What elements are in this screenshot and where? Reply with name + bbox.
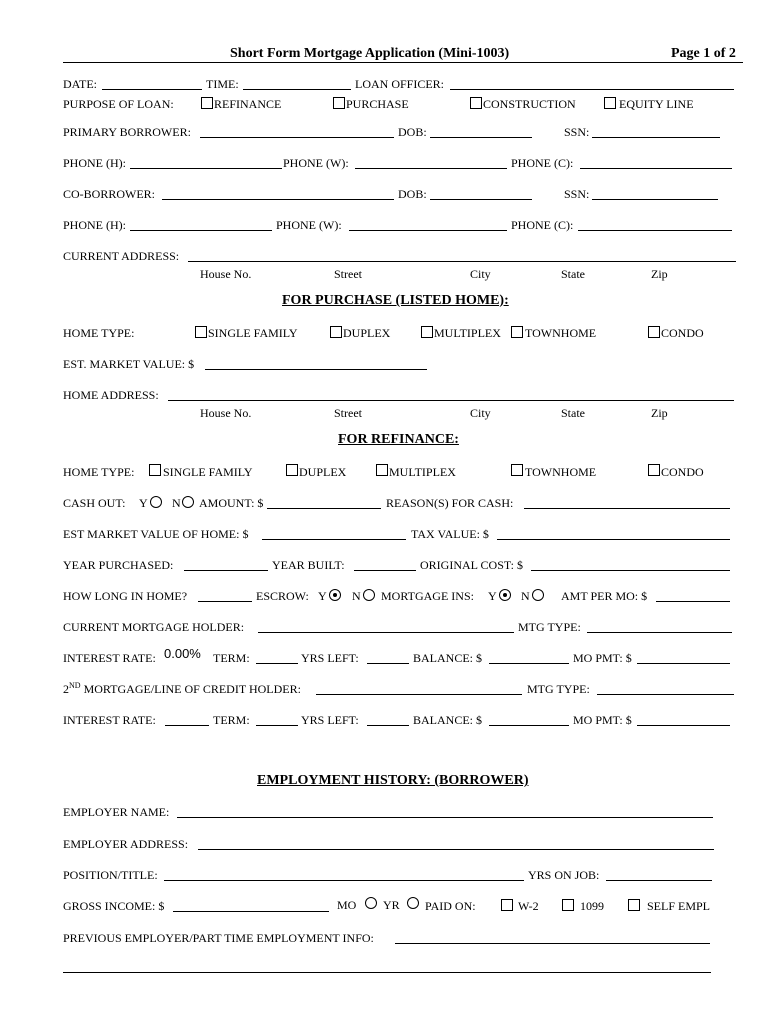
refi-multiplex-label: MULTIPLEX xyxy=(389,465,456,479)
cash-out-y-label: Y xyxy=(139,496,148,510)
position-label: POSITION/TITLE: xyxy=(63,868,158,882)
home-address-field[interactable] xyxy=(168,400,734,401)
term-field[interactable] xyxy=(256,663,298,664)
tax-value-field[interactable] xyxy=(497,539,730,540)
escrow-yes-radio[interactable] xyxy=(329,589,341,601)
cash-out-no-radio[interactable] xyxy=(182,496,194,508)
previous-employer-label: PREVIOUS EMPLOYER/PART TIME EMPLOYMENT INFO: xyxy=(63,931,374,945)
mo-pmt-2-label: MO PMT: $ xyxy=(573,713,632,727)
house-no-caption: House No. xyxy=(200,267,252,281)
employer-address-label: EMPLOYER ADDRESS: xyxy=(63,837,189,851)
phone-w-field[interactable] xyxy=(355,168,507,169)
header-rule xyxy=(63,62,743,63)
mtg-type-field[interactable] xyxy=(587,632,732,633)
how-long-field[interactable] xyxy=(198,601,252,602)
home-street-caption: Street xyxy=(334,406,362,420)
purchase-multiplex-label: MULTIPLEX xyxy=(434,326,501,340)
how-long-label: HOW LONG IN HOME? xyxy=(63,589,188,603)
yrs-left-2-label: YRS LEFT: xyxy=(301,713,359,727)
refi-home-type-label: HOME TYPE: xyxy=(63,465,135,479)
co-ssn-label: SSN: xyxy=(564,187,590,201)
1099-checkbox[interactable] xyxy=(562,899,574,911)
second-mtg-type-label: MTG TYPE: xyxy=(527,682,590,696)
w2-label: W-2 xyxy=(518,899,539,913)
primary-borrower-label: PRIMARY BORROWER: xyxy=(63,125,191,139)
cash-out-n-label: N xyxy=(172,496,181,510)
refi-single-family-checkbox[interactable] xyxy=(149,464,161,476)
est-market-value-field[interactable] xyxy=(205,369,427,370)
home-address-label: HOME ADDRESS: xyxy=(63,388,159,402)
equity-line-checkbox[interactable] xyxy=(604,97,616,109)
refinance-checkbox[interactable] xyxy=(201,97,213,109)
co-dob-field[interactable] xyxy=(430,199,532,200)
self-empl-label: SELF EMPL xyxy=(647,899,711,913)
date-field[interactable] xyxy=(102,89,202,90)
state-caption: State xyxy=(561,267,585,281)
date-label: DATE: xyxy=(63,77,97,91)
home-city-caption: City xyxy=(470,406,491,420)
est-value-home-field[interactable] xyxy=(262,539,406,540)
year-built-field[interactable] xyxy=(354,570,416,571)
ssn-field[interactable] xyxy=(592,137,720,138)
yrs-left-label: YRS LEFT: xyxy=(301,651,359,665)
purchase-single-family-checkbox[interactable] xyxy=(195,326,207,338)
previous-employer-field[interactable] xyxy=(395,943,710,944)
page-number: Page 1 of 2 xyxy=(671,46,736,61)
loan-officer-label: LOAN OFFICER: xyxy=(355,77,445,91)
dob-label: DOB: xyxy=(398,125,427,139)
mortgage-ins-label: MORTGAGE INS: xyxy=(381,589,474,603)
year-purchased-label: YEAR PURCHASED: xyxy=(63,558,174,572)
w2-checkbox[interactable] xyxy=(501,899,513,911)
purchase-condo-checkbox[interactable] xyxy=(648,326,660,338)
original-cost-field[interactable] xyxy=(531,570,730,571)
mortgage-ins-y-label: Y xyxy=(488,589,497,603)
purchase-duplex-checkbox[interactable] xyxy=(330,326,342,338)
refi-single-family-label: SINGLE FAMILY xyxy=(163,465,253,479)
purchase-townhome-checkbox[interactable] xyxy=(511,326,523,338)
co-phone-w-label: PHONE (W): xyxy=(276,218,342,232)
co-phone-w-field[interactable] xyxy=(349,230,507,231)
mortgage-ins-yes-radio[interactable] xyxy=(499,589,511,601)
1099-label: 1099 xyxy=(580,899,604,913)
refi-townhome-label: TOWNHOME xyxy=(525,465,597,479)
construction-label: CONSTRUCTION xyxy=(483,97,576,111)
co-dob-label: DOB: xyxy=(398,187,427,201)
cash-out-yes-radio[interactable] xyxy=(150,496,162,508)
equity-line-label: EQUITY LINE xyxy=(619,97,694,111)
mo-label: MO xyxy=(337,898,357,912)
yrs-on-job-field[interactable] xyxy=(606,880,712,881)
refi-townhome-checkbox[interactable] xyxy=(511,464,523,476)
second-mtg-type-field[interactable] xyxy=(597,694,734,695)
employment-section-title: EMPLOYMENT HISTORY: (BORROWER) xyxy=(257,773,529,788)
amount-label: AMOUNT: $ xyxy=(199,496,264,510)
purpose-label: PURPOSE OF LOAN: xyxy=(63,97,174,111)
purchase-section-title: FOR PURCHASE (LISTED HOME): xyxy=(282,293,509,308)
phone-h-field[interactable] xyxy=(130,168,282,169)
self-empl-checkbox[interactable] xyxy=(628,899,640,911)
city-caption: City xyxy=(470,267,491,281)
form-title: Short Form Mortgage Application (Mini-1003) xyxy=(230,46,510,61)
mo-pmt-field[interactable] xyxy=(637,663,730,664)
balance-2-label: BALANCE: $ xyxy=(413,713,482,727)
co-phone-h-field[interactable] xyxy=(130,230,272,231)
phone-w-label: PHONE (W): xyxy=(283,156,349,170)
mo-radio[interactable] xyxy=(365,897,377,909)
primary-borrower-field[interactable] xyxy=(200,137,394,138)
dob-field[interactable] xyxy=(430,137,532,138)
mortgage-ins-n-label: N xyxy=(521,589,530,603)
est-value-home-label: EST MARKET VALUE OF HOME: $ xyxy=(63,527,249,541)
current-address-field[interactable] xyxy=(188,261,736,262)
balance-2-field[interactable] xyxy=(489,725,569,726)
interest-rate-field[interactable]: 0.00% xyxy=(164,646,201,661)
tax-value-label: TAX VALUE: $ xyxy=(411,527,489,541)
home-state-caption: State xyxy=(561,406,585,420)
purchase-townhome-label: TOWNHOME xyxy=(525,326,597,340)
amt-per-mo-field[interactable] xyxy=(656,601,730,602)
ssn-label: SSN: xyxy=(564,125,590,139)
interest-rate-2-field[interactable] xyxy=(165,725,209,726)
employer-address-field[interactable] xyxy=(198,849,714,850)
yrs-left-2-field[interactable] xyxy=(367,725,409,726)
escrow-n-label: N xyxy=(352,589,361,603)
refi-condo-checkbox[interactable] xyxy=(648,464,660,476)
loan-officer-field[interactable] xyxy=(450,89,734,90)
time-label: TIME: xyxy=(206,77,239,91)
co-ssn-field[interactable] xyxy=(592,199,718,200)
est-market-value-label: EST. MARKET VALUE: $ xyxy=(63,357,195,371)
escrow-y-label: Y xyxy=(318,589,327,603)
street-caption: Street xyxy=(334,267,362,281)
year-purchased-field[interactable] xyxy=(184,570,268,571)
mo-pmt-label: MO PMT: $ xyxy=(573,651,632,665)
refi-multiplex-checkbox[interactable] xyxy=(376,464,388,476)
paid-on-label: PAID ON: xyxy=(425,899,476,913)
purchase-home-type-label: HOME TYPE: xyxy=(63,326,135,340)
employer-name-field[interactable] xyxy=(177,817,713,818)
cash-out-label: CASH OUT: xyxy=(63,496,126,510)
mortgage-ins-no-radio[interactable] xyxy=(532,589,544,601)
purchase-label: PURCHASE xyxy=(346,97,409,111)
purchase-multiplex-checkbox[interactable] xyxy=(421,326,433,338)
gross-income-field[interactable] xyxy=(173,911,329,912)
refinance-label: REFINANCE xyxy=(214,97,282,111)
second-holder-field[interactable] xyxy=(316,694,522,695)
purchase-condo-label: CONDO xyxy=(661,326,704,340)
phone-c-field[interactable] xyxy=(580,168,732,169)
current-holder-label: CURRENT MORTGAGE HOLDER: xyxy=(63,620,245,634)
balance-field[interactable] xyxy=(489,663,569,664)
purchase-checkbox[interactable] xyxy=(333,97,345,109)
refi-duplex-checkbox[interactable] xyxy=(286,464,298,476)
term-2-label: TERM: xyxy=(213,713,250,727)
previous-employer-field-2[interactable] xyxy=(63,972,711,973)
term-label: TERM: xyxy=(213,651,250,665)
time-field[interactable] xyxy=(243,89,351,90)
co-borrower-label: CO-BORROWER: xyxy=(63,187,156,201)
co-phone-c-field[interactable] xyxy=(578,230,732,231)
refi-condo-label: CONDO xyxy=(661,465,704,479)
phone-c-label: PHONE (C): xyxy=(511,156,574,170)
co-phone-c-label: PHONE (C): xyxy=(511,218,574,232)
yrs-on-job-label: YRS ON JOB: xyxy=(528,868,600,882)
amt-per-mo-label: AMT PER MO: $ xyxy=(561,589,648,603)
balance-label: BALANCE: $ xyxy=(413,651,482,665)
original-cost-label: ORIGINAL COST: $ xyxy=(420,558,523,572)
home-house-no-caption: House No. xyxy=(200,406,252,420)
reasons-field[interactable] xyxy=(524,508,730,509)
employer-name-label: EMPLOYER NAME: xyxy=(63,805,170,819)
reasons-label: REASON(S) FOR CASH: xyxy=(386,496,514,510)
second-mortgage-label: 2ND MORTGAGE/LINE OF CREDIT HOLDER: xyxy=(63,681,301,696)
current-address-label: CURRENT ADDRESS: xyxy=(63,249,180,263)
yr-label: YR xyxy=(383,898,400,912)
purchase-duplex-label: DUPLEX xyxy=(343,326,391,340)
position-field[interactable] xyxy=(164,880,524,881)
escrow-no-radio[interactable] xyxy=(363,589,375,601)
yr-radio[interactable] xyxy=(407,897,419,909)
amount-field[interactable] xyxy=(267,508,381,509)
gross-income-label: GROSS INCOME: $ xyxy=(63,899,165,913)
current-holder-field[interactable] xyxy=(258,632,514,633)
phone-h-label: PHONE (H): xyxy=(63,156,126,170)
yrs-left-field[interactable] xyxy=(367,663,409,664)
interest-rate-2-label: INTEREST RATE: xyxy=(63,713,156,727)
home-zip-caption: Zip xyxy=(651,406,668,420)
co-phone-h-label: PHONE (H): xyxy=(63,218,126,232)
mo-pmt-2-field[interactable] xyxy=(637,725,730,726)
co-borrower-field[interactable] xyxy=(162,199,394,200)
purchase-single-family-label: SINGLE FAMILY xyxy=(208,326,298,340)
escrow-label: ESCROW: xyxy=(256,589,309,603)
zip-caption: Zip xyxy=(651,267,668,281)
construction-checkbox[interactable] xyxy=(470,97,482,109)
term-2-field[interactable] xyxy=(256,725,298,726)
mtg-type-label: MTG TYPE: xyxy=(518,620,581,634)
refi-duplex-label: DUPLEX xyxy=(299,465,347,479)
refinance-section-title: FOR REFINANCE: xyxy=(338,432,459,447)
year-built-label: YEAR BUILT: xyxy=(272,558,345,572)
interest-rate-label: INTEREST RATE: xyxy=(63,651,156,665)
